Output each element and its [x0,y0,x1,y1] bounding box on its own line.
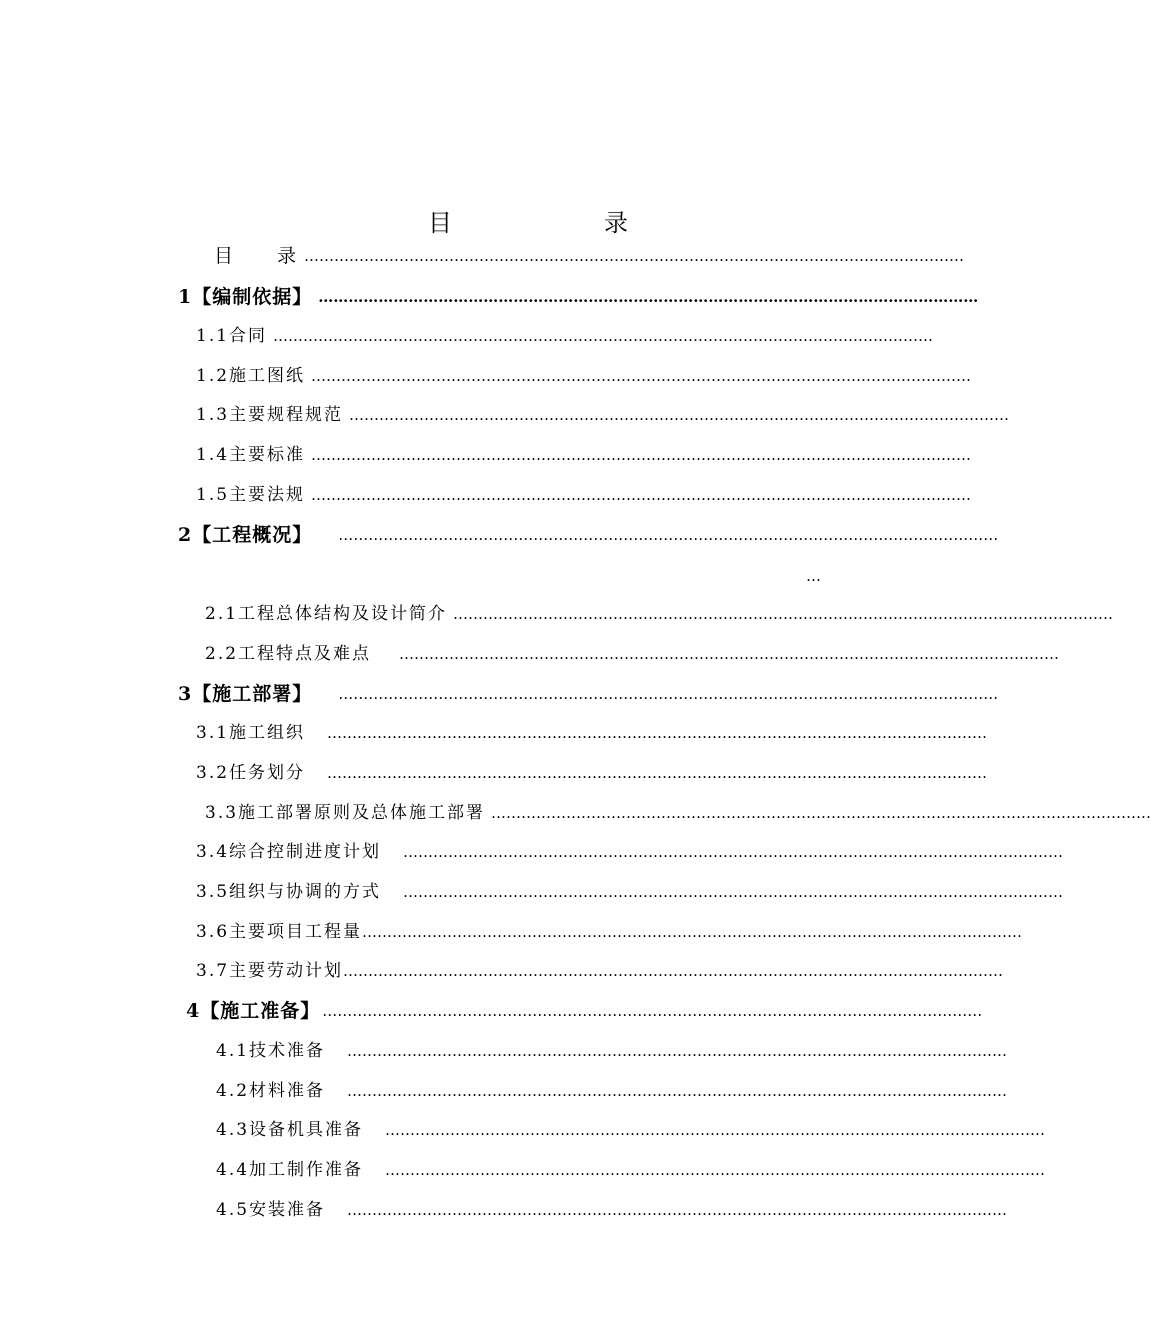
toc-leader: …………………………………………………………………………………………………………………… [311,367,972,385]
toc-leader: …………………………………………………………………………………………………………………… [311,446,972,464]
toc-entry [196,838,1064,866]
toc-entry [216,1156,1046,1184]
toc-entry-label: 3.4综合控制进度计划 [196,842,382,862]
toc-leader: …………………………………………………………………………………………………………………… [399,645,1060,663]
toc-entry [196,441,972,469]
toc-leader-continuation: … [806,567,821,585]
toc-entry-label: 1.3主要规程规范 [196,405,344,425]
toc-entry [196,401,1010,429]
toc-entry [216,1037,1008,1065]
toc-leader: …………………………………………………………………………………………………………………… [327,764,988,782]
toc-leader: …………………………………………………………………………………………………………………… [453,605,1114,623]
toc-entry-label: 3.6主要项目工程量 [196,922,363,942]
toc-title: 目 录 [428,209,692,237]
toc-entry-label: 4【施工准备】 [186,1000,321,1022]
toc-entry [216,1116,1046,1144]
toc-leader: …………………………………………………………………………………………………………………… [385,1121,1046,1139]
toc-entry-label: 1.4主要标准 [196,445,306,465]
toc-leader: …………………………………………………………………………………………………………………… [385,1161,1046,1179]
toc-leader: …………………………………………………………………………………………………………………… [343,962,1004,980]
toc-entry-label: 2.1工程总体结构及设计简介 [205,604,448,624]
toc-entry [205,600,1114,628]
toc-entry-label: 3.1施工组织 [196,723,306,743]
toc-leader: …………………………………………………………………………………………………………………… [347,1201,1008,1219]
toc-entry [186,997,983,1025]
toc-entry [196,322,934,350]
toc-entry [196,719,988,747]
toc-leader: …………………………………………………………………………………………………………………… [338,685,999,703]
toc-entry [196,878,1064,906]
toc-entry-label: 4.2材料准备 [216,1081,326,1101]
toc-leader: …………………………………………………………………………………………………………………… [318,288,979,306]
toc-entry [178,283,979,311]
toc-entry-label: 3.3施工部署原则及总体施工部署 [205,803,486,823]
toc-entry-label: 1.2施工图纸 [196,366,306,386]
toc-leader: …………………………………………………………………………………………………………………… [322,1002,983,1020]
toc-entry [216,1196,1008,1224]
toc-entry-label: 4.3设备机具准备 [216,1120,364,1140]
toc-leader: …………………………………………………………………………………………………………………… [347,1082,1008,1100]
toc-entry [214,242,965,270]
toc-entry-label: 4.1技术准备 [216,1041,326,1061]
toc-leader: …………………………………………………………………………………………………………………… [273,327,934,345]
toc-entry-label: 3【施工部署】 [178,683,313,705]
toc-leader: …………………………………………………………………………………………………………………… [311,486,972,504]
toc-entry-label: 4.5安装准备 [216,1200,326,1220]
toc-entry [205,799,1151,827]
toc-entry [216,1077,1008,1105]
toc-leader: …………………………………………………………………………………………………………………… [349,406,1010,424]
toc-entry-label: 3.7主要劳动计划 [196,961,344,981]
toc-entry-label: 1.1合同 [196,326,268,346]
toc-entry [196,957,1004,985]
toc-entry-label: 3.2任务划分 [196,763,306,783]
toc-entry [196,481,972,509]
toc-entry [178,521,999,549]
toc-entry [205,640,1060,668]
toc-leader: …………………………………………………………………………………………………………………… [304,247,965,265]
toc-entry [196,759,988,787]
toc-entry [196,918,1023,946]
toc-leader: …………………………………………………………………………………………………………………… [403,883,1064,901]
toc-leader: …………………………………………………………………………………………………………………… [403,843,1064,861]
toc-entry-label: 目 录 [214,245,299,267]
toc-entry-label: 2【工程概况】 [178,524,313,546]
toc-entry [196,362,972,390]
toc-entry-label: 3.5组织与协调的方式 [196,882,382,902]
toc-leader: …………………………………………………………………………………………………………………… [362,923,1023,941]
toc-entry-label: 1.5主要法规 [196,485,306,505]
toc-leader: …………………………………………………………………………………………………………………… [338,526,999,544]
toc-entry [178,680,999,708]
toc-leader: …………………………………………………………………………………………………………………… [491,804,1151,822]
toc-leader: …………………………………………………………………………………………………………………… [347,1042,1008,1060]
toc-entry-label: 4.4加工制作准备 [216,1160,364,1180]
toc-entry-label: 1【编制依据】 [178,286,313,308]
toc-entry-label: 2.2工程特点及难点 [205,644,372,664]
toc-leader: …………………………………………………………………………………………………………………… [327,724,988,742]
